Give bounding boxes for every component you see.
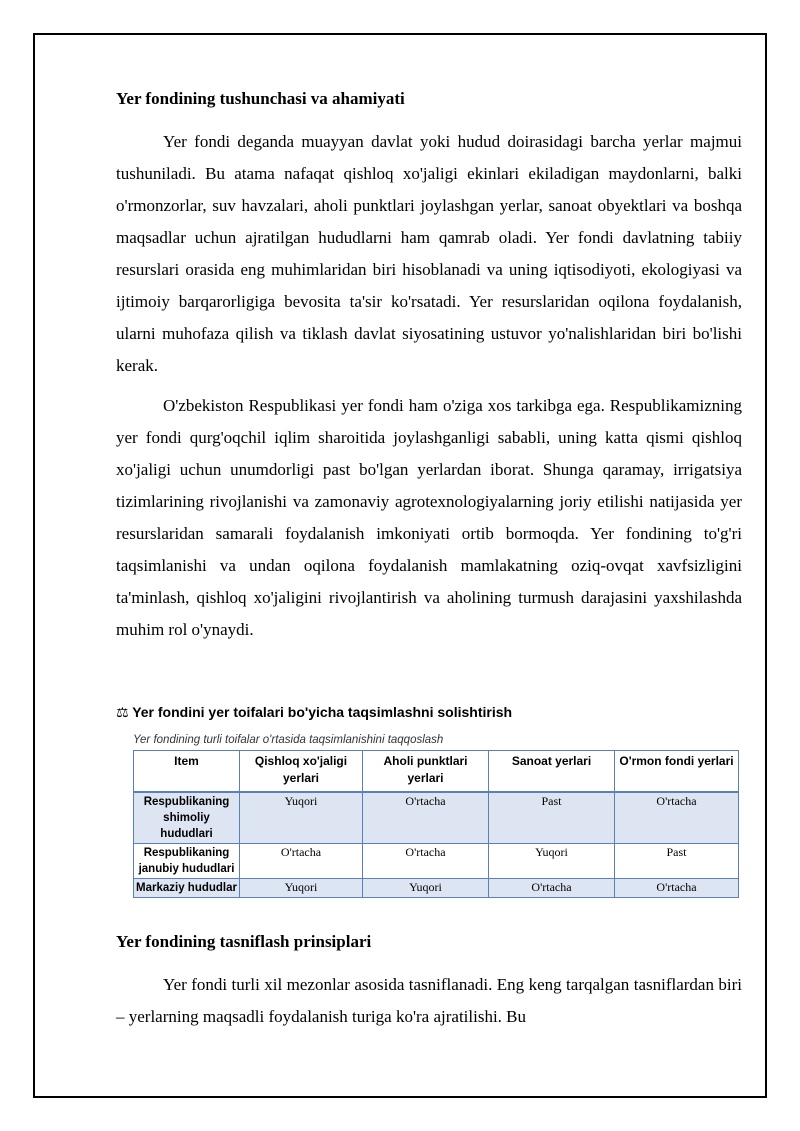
section-2 [116, 931, 742, 1033]
table-cell: Yuqori [489, 844, 615, 879]
table-title-text: Yer fondini yer toifalari bo'yicha taqsimlashni solishtirish [132, 704, 513, 720]
row-label: Respublikaning shimoliy hududlari [134, 792, 240, 844]
column-header: Qishloq xo'jaligi yerlari [240, 751, 363, 793]
table-cell: O'rtacha [363, 792, 489, 844]
table-cell: Past [489, 792, 615, 844]
table-cell: Yuqori [363, 879, 489, 898]
column-header: Sanoat yerlari [489, 751, 615, 793]
table-row [134, 879, 739, 898]
scales-icon: ⚖ [116, 704, 129, 720]
paragraph: Yer fondi deganda muayyan davlat yoki hudud doirasidagi barcha yerlar majmui tushuniladi. Bu atama nafaqat qishloq xo'jaligi ekinlari ekiladigan maydonlarni, balki o'rmonzorlar, suv havzalari, aholi punktlari joylashgan yerlar, sanoat obyektlari va boshqa maqsadlar uchun ajratilgan hududlarni ham qamrab oladi. Yer fondi davlatning tabiiy resurslari orasida eng muhimlaridan biri hisoblanadi va uning iqtisodiyoti, ekologiyasi va ijtimoiy barqarorligiga bevosita ta'sir ko'rsatadi. Yer resurslaridan oqilona foydalanish, ularni muhofaza qilish va tiklash davlat siyosatining ustuvor yo'nalishlaridan biri bo'lishi kerak. [116, 132, 742, 375]
section-1 [116, 88, 742, 646]
table-block [116, 702, 742, 898]
section-heading: Yer fondining tasniflash prinsiplari [116, 932, 372, 951]
table-cell: O'rtacha [240, 844, 363, 879]
table-header-row [134, 751, 739, 793]
table-row [134, 844, 739, 879]
table-subtitle: Yer fondining turli toifalar o'rtasida taqsimlanishini taqqoslash [133, 734, 444, 746]
column-header: O'rmon fondi yerlari [615, 751, 739, 793]
table-cell: O'rtacha [615, 879, 739, 898]
row-label: Markaziy hududlar [134, 879, 240, 898]
paragraph: Yer fondi turli xil mezonlar asosida tasniflanadi. Eng keng tarqalgan tasniflardan biri – yerlarning maqsadli foydalanish turiga ko'ra ajratilishi. Bu [116, 975, 742, 1026]
table-cell: Yuqori [240, 792, 363, 844]
row-label: Respublikaning janubiy hududlari [134, 844, 240, 879]
paragraph: O'zbekiston Respublikasi yer fondi ham o'ziga xos tarkibga ega. Respublikamizning yer fondi qurg'oqchil iqlim sharoitida joylashganligi sababli, uning katta qismi qishloq xo'jaligi uchun unumdorligi past bo'lgan yerlardan iborat. Shunga qaramay, irrigatsiya tizimlarining rivojlanishi va zamonaviy agrotexnologiyalarning joriy etilishi natijasida yer resurslaridan samarali foydalanish imkoniyati ortib bormoqda. Yer fondining to'g'ri taqsimlanishi va undan oqilona foydalanish mamlakatning oziq-ovqat xavfsizligini ta'minlash, qishloq xo'jaligini rivojlantirish va aholining turmush darajasini yaxshilashda muhim rol o'ynaydi. [116, 396, 742, 639]
table-cell: O'rtacha [489, 879, 615, 898]
table-row [134, 792, 739, 844]
comparison-table [133, 750, 739, 898]
column-header: Aholi punktlari yerlari [363, 751, 489, 793]
table-cell: Past [615, 844, 739, 879]
table-cell: Yuqori [240, 879, 363, 898]
table-cell: O'rtacha [363, 844, 489, 879]
table-title [116, 702, 742, 722]
section-heading: Yer fondining tushunchasi va ahamiyati [116, 89, 405, 108]
column-header: Item [134, 751, 240, 793]
table-cell: O'rtacha [615, 792, 739, 844]
